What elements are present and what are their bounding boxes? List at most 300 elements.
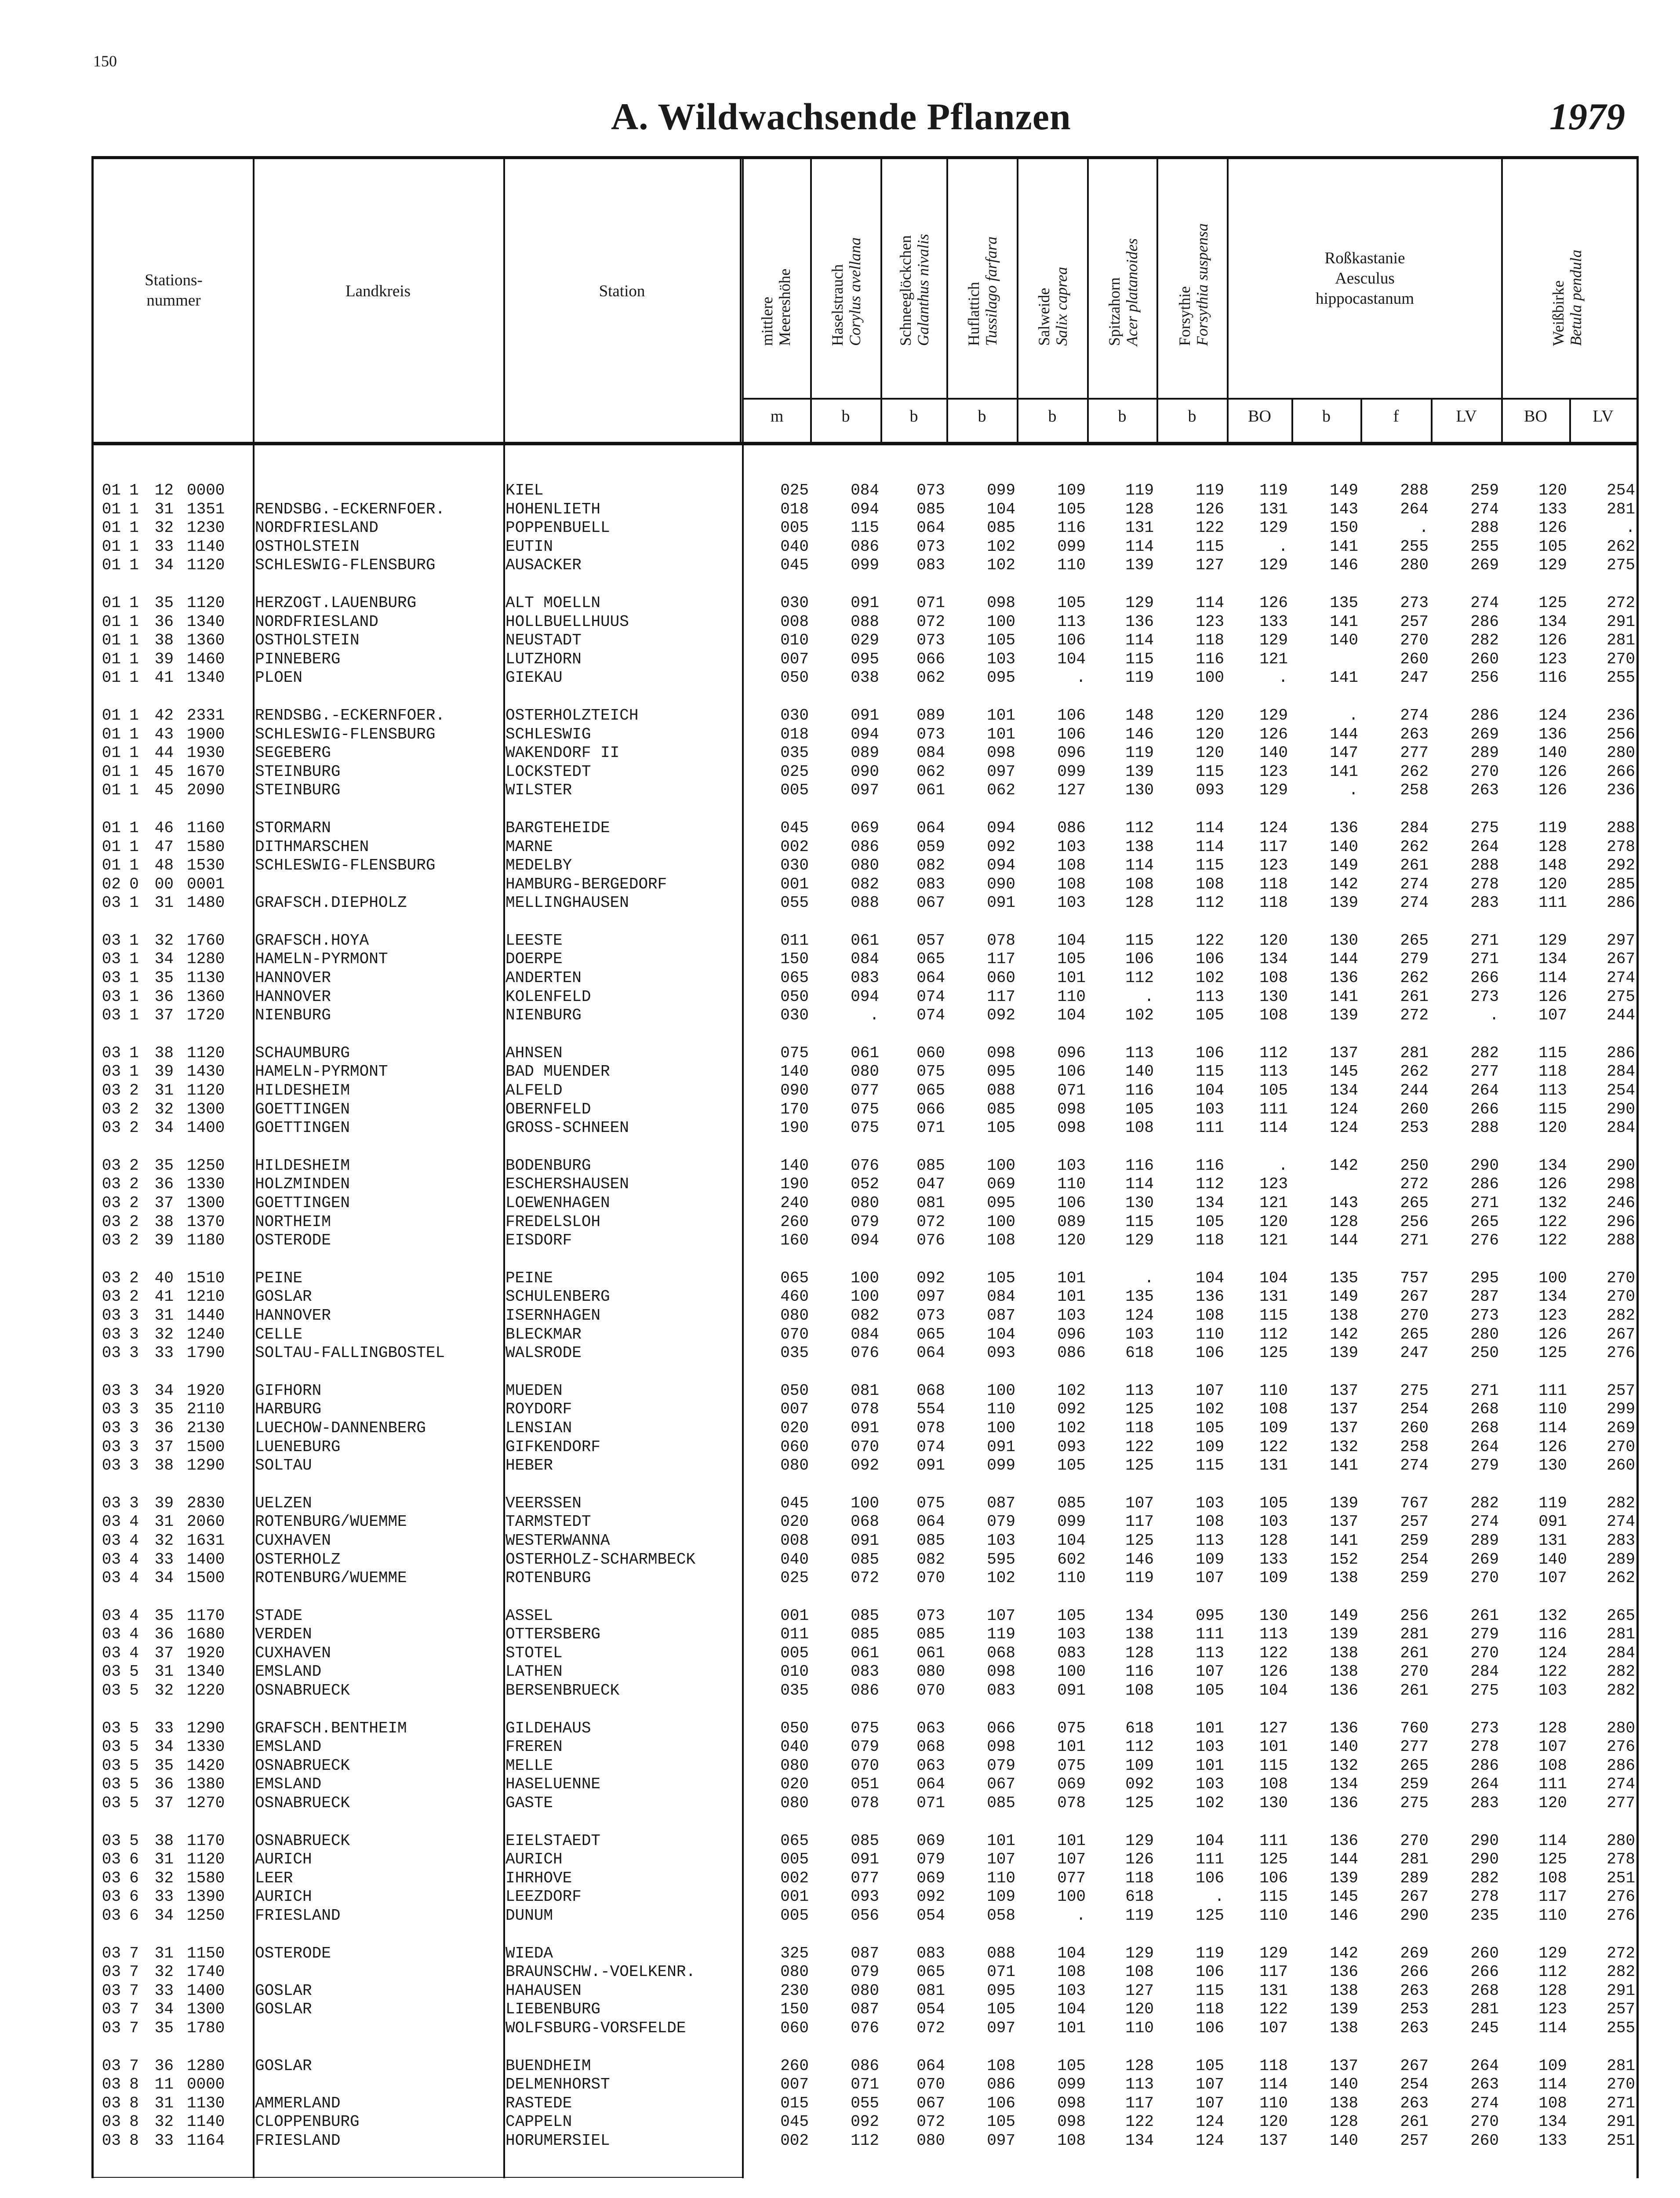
cell-code: 1210 — [187, 1288, 225, 1306]
cell-value: 123 — [1538, 650, 1567, 668]
cell-value: 264 — [1470, 837, 1499, 856]
cell-code: 1170 — [187, 1606, 225, 1625]
cell-landkreis: SCHLESWIG-FLENSBURG — [255, 856, 436, 875]
cell-value: 129 — [1125, 1831, 1154, 1850]
cell-value: 271 — [1470, 931, 1499, 950]
cell-value: 121 — [1259, 1194, 1288, 1212]
cell-value: 110 — [1057, 987, 1086, 1006]
cell-altitude: 020 — [780, 1775, 809, 1794]
cell-landkreis: HOLZMINDEN — [255, 1175, 350, 1194]
cell-code: 1120 — [187, 556, 225, 575]
cell-value: 082 — [851, 1306, 879, 1325]
cell-district: 1 — [129, 706, 139, 724]
cell-value: 105 — [987, 1119, 1015, 1137]
table-row — [0, 932, 1680, 950]
cell-value: 284 — [1470, 1663, 1499, 1681]
cell-value: 091 — [851, 706, 879, 724]
cell-landkreis: HILDESHEIM — [255, 1156, 350, 1175]
cell-value: 110 — [1057, 1569, 1086, 1587]
cell-value: 284 — [1607, 1063, 1635, 1081]
cell-land: 01 — [102, 762, 121, 781]
cell-value: 072 — [851, 1569, 879, 1587]
cell-value: 107 — [1259, 2019, 1288, 2037]
cell-value: 266 — [1400, 1963, 1429, 1981]
cell-value: 119 — [1125, 669, 1154, 687]
cell-value: 105 — [1057, 950, 1086, 968]
cell-value: 083 — [916, 1944, 945, 1962]
cell-land: 01 — [102, 856, 121, 875]
cell-altitude: 005 — [780, 519, 809, 537]
cell-value: 137 — [1330, 1044, 1358, 1062]
cell-number: 34 — [154, 950, 174, 968]
cell-value: 110 — [1125, 2019, 1154, 2037]
cell-altitude: 025 — [780, 1569, 809, 1587]
cell-value: 268 — [1470, 1419, 1499, 1437]
header-spitzahorn: Spitzahorn Acer platanoides — [1105, 238, 1141, 346]
cell-value: 094 — [987, 819, 1015, 837]
cell-land: 03 — [102, 987, 121, 1006]
cell-value: 064 — [916, 1513, 945, 1531]
cell-value: 114 — [1125, 631, 1154, 650]
cell-value: 078 — [916, 1419, 945, 1437]
table-row — [0, 1757, 1680, 1776]
cell-value: 059 — [916, 837, 945, 856]
cell-value: 280 — [1607, 1831, 1635, 1850]
cell-landkreis: VERDEN — [255, 1625, 312, 1644]
cell-landkreis: OSTHOLSTEIN — [255, 537, 360, 556]
table-row — [0, 1325, 1680, 1344]
cell-value: 123 — [1538, 1306, 1567, 1325]
cell-value: 129 — [1259, 556, 1288, 575]
cell-district: 1 — [129, 612, 139, 631]
cell-value: 115 — [1196, 1981, 1224, 2000]
cell-station: MUEDEN — [505, 1381, 563, 1400]
cell-altitude: 020 — [780, 1513, 809, 1531]
cell-landkreis: SEGEBERG — [255, 744, 331, 762]
cell-value: 125 — [1125, 1531, 1154, 1550]
cell-value: 108 — [1057, 856, 1086, 875]
cell-value: 270 — [1400, 1306, 1429, 1325]
cell-value: 075 — [851, 1100, 879, 1118]
cell-station: PEINE — [505, 1269, 553, 1287]
cell-value: 104 — [1057, 2000, 1086, 2019]
cell-value: 281 — [1607, 1625, 1635, 1644]
cell-value: 261 — [1400, 1681, 1429, 1700]
cell-value: 108 — [1125, 1681, 1154, 1700]
cell-code: 1380 — [187, 1775, 225, 1794]
cell-landkreis: LUECHOW-DANNENBERG — [255, 1419, 426, 1437]
cell-district: 3 — [129, 1306, 139, 1325]
cell-value: 099 — [1057, 2075, 1086, 2094]
cell-value: 119 — [1125, 1569, 1154, 1587]
cell-value: 098 — [987, 1044, 1015, 1062]
cell-value: 069 — [916, 1831, 945, 1850]
cell-land: 03 — [102, 894, 121, 912]
cell-value: 144 — [1330, 1231, 1358, 1250]
cell-landkreis: OSNABRUECK — [255, 1794, 350, 1812]
cell-value: 276 — [1607, 1344, 1635, 1362]
cell-value: 119 — [987, 1625, 1015, 1644]
cell-value: 098 — [1057, 1119, 1086, 1137]
cell-value: 130 — [1259, 1606, 1288, 1625]
cell-land: 03 — [102, 1381, 121, 1400]
cell-code: 2331 — [187, 706, 225, 724]
cell-number: 33 — [154, 1888, 174, 1906]
cell-code: 1500 — [187, 1437, 225, 1456]
cell-value: 286 — [1470, 1756, 1499, 1775]
cell-code: 1510 — [187, 1269, 225, 1287]
cell-value: 076 — [916, 1231, 945, 1250]
unit-label: BO — [1248, 407, 1271, 426]
cell-number: 38 — [154, 1212, 174, 1231]
cell-value: 111 — [1196, 1119, 1224, 1137]
cell-value: 270 — [1400, 1663, 1429, 1681]
cell-district: 4 — [129, 1625, 139, 1644]
cell-value: 110 — [1196, 1325, 1224, 1343]
cell-landkreis: LEER — [255, 1869, 293, 1887]
cell-number: 38 — [154, 1044, 174, 1062]
cell-value: 113 — [1125, 2075, 1154, 2094]
cell-value: 132 — [1330, 1437, 1358, 1456]
cell-value: 079 — [987, 1513, 1015, 1531]
cell-value: 085 — [916, 500, 945, 518]
header-rosskastanie: Roßkastanie Aesculus hippocastanum — [1315, 249, 1414, 308]
cell-value: 079 — [916, 1850, 945, 1869]
cell-value: 093 — [1057, 1437, 1086, 1456]
cell-number: 36 — [154, 1775, 174, 1794]
cell-station: WILSTER — [505, 781, 572, 800]
unit-label: b — [1188, 407, 1196, 426]
table-row — [0, 1850, 1680, 1869]
cell-value: 092 — [916, 1269, 945, 1287]
cell-value: 122 — [1259, 1644, 1288, 1662]
cell-value: 101 — [1057, 1288, 1086, 1306]
cell-value: 074 — [916, 1006, 945, 1025]
cell-value: . — [1278, 1156, 1288, 1175]
cell-station: VEERSSEN — [505, 1494, 582, 1512]
cell-value: 251 — [1607, 1869, 1635, 1887]
cell-station: LUTZHORN — [505, 650, 582, 668]
cell-value: 108 — [1196, 875, 1224, 893]
cell-value: 103 — [1196, 1494, 1224, 1512]
cell-value: 106 — [987, 2094, 1015, 2112]
cell-value: 115 — [1259, 1306, 1288, 1325]
cell-station: ALFELD — [505, 1081, 563, 1100]
cell-number: 39 — [154, 650, 174, 668]
cell-value: 126 — [1259, 725, 1288, 743]
cell-value: 123 — [1538, 2000, 1567, 2019]
table-row — [0, 2057, 1680, 2076]
cell-value: 119 — [1538, 819, 1567, 837]
cell-landkreis: RENDSBG.-ECKERNFOER. — [255, 500, 445, 518]
cell-value: 105 — [1057, 2056, 1086, 2075]
cell-value: 124 — [1125, 1306, 1154, 1325]
cell-altitude: 260 — [780, 1212, 809, 1231]
cell-value: 070 — [916, 1681, 945, 1700]
cell-value: 102 — [1057, 1381, 1086, 1400]
cell-value: 077 — [1057, 1869, 1086, 1887]
cell-value: 106 — [1057, 706, 1086, 724]
cell-station: ESCHERSHAUSEN — [505, 1175, 629, 1194]
cell-value: 290 — [1607, 1100, 1635, 1118]
cell-landkreis: GOETTINGEN — [255, 1119, 350, 1137]
cell-district: 8 — [129, 2113, 139, 2131]
cell-value: 141 — [1330, 762, 1358, 781]
cell-value: 136 — [1330, 819, 1358, 837]
cell-value: 070 — [851, 1437, 879, 1456]
cell-station: SCHULENBERG — [505, 1288, 610, 1306]
cell-value: 273 — [1470, 987, 1499, 1006]
cell-value: 131 — [1259, 1288, 1288, 1306]
cell-value: 083 — [987, 1681, 1015, 1700]
cell-number: 32 — [154, 2113, 174, 2131]
cell-value: 267 — [1400, 1288, 1429, 1306]
cell-value: 141 — [1330, 1531, 1358, 1550]
table-row — [0, 1532, 1680, 1550]
cell-value: 288 — [1607, 1231, 1635, 1250]
cell-value: 085 — [851, 1606, 879, 1625]
cell-code: 1430 — [187, 1063, 225, 1081]
cell-value: 086 — [851, 2056, 879, 2075]
cell-code: 1120 — [187, 1850, 225, 1869]
cell-station: LEEZDORF — [505, 1888, 582, 1906]
cell-value: 081 — [916, 1194, 945, 1212]
cell-landkreis: PINNEBERG — [255, 650, 341, 668]
cell-altitude: 160 — [780, 1231, 809, 1250]
cell-value: 264 — [1470, 1437, 1499, 1456]
cell-value: 124 — [1330, 1119, 1358, 1137]
cell-value: 618 — [1125, 1344, 1154, 1362]
cell-value: 277 — [1470, 1063, 1499, 1081]
cell-district: 1 — [129, 931, 139, 950]
cell-value: 060 — [987, 969, 1015, 987]
cell-value: 062 — [916, 669, 945, 687]
cell-land: 03 — [102, 969, 121, 987]
cell-value: 100 — [987, 1156, 1015, 1175]
cell-value: 261 — [1400, 987, 1429, 1006]
cell-value: 107 — [1057, 1850, 1086, 1869]
cell-altitude: 050 — [780, 669, 809, 687]
cell-value: 076 — [851, 1344, 879, 1362]
cell-value: 107 — [1196, 2094, 1224, 2112]
cell-value: 270 — [1400, 1831, 1429, 1850]
cell-value: 110 — [1259, 2094, 1288, 2112]
cell-value: 255 — [1400, 537, 1429, 556]
page-number: 150 — [93, 52, 117, 70]
cell-district: 1 — [129, 537, 139, 556]
cell-number: 36 — [154, 612, 174, 631]
cell-station: OTTERSBERG — [505, 1625, 601, 1644]
cell-land: 03 — [102, 1269, 121, 1287]
table-row — [0, 894, 1680, 913]
cell-value: 104 — [1259, 1681, 1288, 1700]
cell-district: 1 — [129, 987, 139, 1006]
cell-value: 141 — [1330, 987, 1358, 1006]
cell-value: 126 — [1538, 762, 1567, 781]
cell-district: 2 — [129, 1194, 139, 1212]
cell-district: 1 — [129, 1006, 139, 1025]
cell-value: 111 — [1259, 1831, 1288, 1850]
cell-value: 278 — [1470, 875, 1499, 893]
cell-station: MELLE — [505, 1756, 553, 1775]
cell-code: 1920 — [187, 1381, 225, 1400]
cell-value: 264 — [1470, 1081, 1499, 1100]
cell-value: 139 — [1330, 1006, 1358, 1025]
cell-value: 274 — [1470, 2094, 1499, 2112]
cell-station: HOHENLIETH — [505, 500, 601, 518]
cell-land: 01 — [102, 631, 121, 650]
cell-station: BODENBURG — [505, 1156, 591, 1175]
cell-value: 282 — [1607, 1306, 1635, 1325]
cell-value: 273 — [1400, 593, 1429, 612]
cell-value: 136 — [1330, 1831, 1358, 1850]
cell-value: 075 — [851, 1119, 879, 1137]
cell-landkreis: GOETTINGEN — [255, 1194, 350, 1212]
cell-value: 140 — [1259, 744, 1288, 762]
table-row — [0, 538, 1680, 557]
cell-value: 288 — [1470, 856, 1499, 875]
unit-label: LV — [1593, 407, 1614, 426]
cell-value: 146 — [1330, 1907, 1358, 1925]
cell-value: 105 — [1125, 1100, 1154, 1118]
cell-code: 1360 — [187, 631, 225, 650]
cell-value: 100 — [1057, 1888, 1086, 1906]
cell-value: 144 — [1330, 950, 1358, 968]
cell-value: 108 — [987, 1231, 1015, 1250]
cell-value: 088 — [987, 1081, 1015, 1100]
cell-value: 244 — [1400, 1081, 1429, 1100]
cell-landkreis: ROTENBURG/WUEMME — [255, 1513, 407, 1531]
cell-altitude: 140 — [780, 1063, 809, 1081]
cell-value: 112 — [1196, 1175, 1224, 1194]
cell-number: 35 — [154, 969, 174, 987]
cell-code: 2130 — [187, 1419, 225, 1437]
cell-value: 076 — [851, 1156, 879, 1175]
cell-value: 267 — [1400, 1888, 1429, 1906]
cell-value: 274 — [1607, 1775, 1635, 1794]
cell-value: 271 — [1470, 1194, 1499, 1212]
table-row — [0, 2113, 1680, 2132]
cell-land: 03 — [102, 1775, 121, 1794]
cell-value: 108 — [1538, 1869, 1567, 1887]
cell-value: 265 — [1470, 1212, 1499, 1231]
cell-altitude: 070 — [780, 1325, 809, 1343]
header-rule — [91, 442, 1639, 445]
cell-value: 087 — [851, 1944, 879, 1962]
cell-code: 1230 — [187, 519, 225, 537]
cell-value: 100 — [987, 1212, 1015, 1231]
cell-value: 103 — [987, 650, 1015, 668]
table-row — [0, 650, 1680, 669]
table-row — [0, 1081, 1680, 1100]
cell-value: 100 — [851, 1494, 879, 1512]
cell-value: 131 — [1259, 500, 1288, 518]
cell-altitude: 035 — [780, 1681, 809, 1700]
cell-number: 42 — [154, 706, 174, 724]
cell-value: 140 — [1538, 1550, 1567, 1568]
cell-district: 5 — [129, 1831, 139, 1850]
cell-value: 259 — [1400, 1569, 1429, 1587]
cell-district: 6 — [129, 1869, 139, 1887]
cell-value: 118 — [1196, 2000, 1224, 2019]
cell-value: 281 — [1400, 1625, 1429, 1644]
cell-altitude: 045 — [780, 1494, 809, 1512]
cell-value: 105 — [1057, 593, 1086, 612]
cell-value: 126 — [1538, 781, 1567, 800]
cell-value: 115 — [1125, 650, 1154, 668]
cell-district: 5 — [129, 1719, 139, 1737]
cell-altitude: 018 — [780, 725, 809, 743]
table-row — [0, 1044, 1680, 1063]
cell-value: 140 — [1330, 837, 1358, 856]
cell-landkreis: GRAFSCH.BENTHEIM — [255, 1719, 407, 1737]
cell-code: 1180 — [187, 1231, 225, 1250]
cell-number: 12 — [154, 481, 174, 499]
cell-value: 122 — [1259, 1437, 1288, 1456]
cell-altitude: 030 — [780, 593, 809, 612]
cell-value: 123 — [1196, 612, 1224, 631]
cell-number: 34 — [154, 1381, 174, 1400]
table-row — [0, 1794, 1680, 1813]
table-row — [0, 725, 1680, 744]
table-row — [0, 1400, 1680, 1419]
cell-number: 00 — [154, 875, 174, 893]
cell-value: 105 — [1196, 2056, 1224, 2075]
cell-station: LATHEN — [505, 1663, 563, 1681]
cell-value: 269 — [1470, 725, 1499, 743]
cell-value: 099 — [987, 481, 1015, 499]
cell-value: 137 — [1330, 1419, 1358, 1437]
cell-code: 1220 — [187, 1681, 225, 1700]
cell-land: 03 — [102, 1831, 121, 1850]
cell-land: 01 — [102, 706, 121, 724]
cell-value: 114 — [1259, 2075, 1288, 2094]
cell-value: 125 — [1125, 1794, 1154, 1812]
cell-land: 03 — [102, 1119, 121, 1137]
cell-station: IHRHOVE — [505, 1869, 572, 1887]
cell-value: 085 — [851, 1625, 879, 1644]
cell-value: 277 — [1400, 1738, 1429, 1756]
cell-district: 3 — [129, 1400, 139, 1419]
cell-value: 138 — [1330, 1306, 1358, 1325]
cell-station: WAKENDORF II — [505, 744, 620, 762]
cell-value: 282 — [1470, 1869, 1499, 1887]
cell-code: 1300 — [187, 1194, 225, 1212]
cell-value: 070 — [851, 1756, 879, 1775]
cell-value: 106 — [1057, 631, 1086, 650]
cell-district: 5 — [129, 1756, 139, 1775]
cell-value: 126 — [1538, 519, 1567, 537]
cell-value: 054 — [916, 2000, 945, 2019]
cell-value: 073 — [916, 1306, 945, 1325]
cell-value: 274 — [1400, 1456, 1429, 1475]
cell-code: 2830 — [187, 1494, 225, 1512]
cell-value: 244 — [1607, 1006, 1635, 1025]
cell-value: 292 — [1607, 856, 1635, 875]
cell-value: 063 — [916, 1719, 945, 1737]
cell-number: 44 — [154, 744, 174, 762]
cell-value: 107 — [987, 1850, 1015, 1869]
cell-value: 115 — [1259, 1756, 1288, 1775]
table-row — [0, 594, 1680, 613]
cell-value: 102 — [1057, 1419, 1086, 1437]
cell-value: 138 — [1330, 1981, 1358, 2000]
cell-value: 097 — [916, 1288, 945, 1306]
cell-landkreis: HAMELN-PYRMONT — [255, 950, 388, 968]
cell-number: 37 — [154, 1794, 174, 1812]
cell-value: 269 — [1607, 1419, 1635, 1437]
cell-number: 37 — [154, 1194, 174, 1212]
